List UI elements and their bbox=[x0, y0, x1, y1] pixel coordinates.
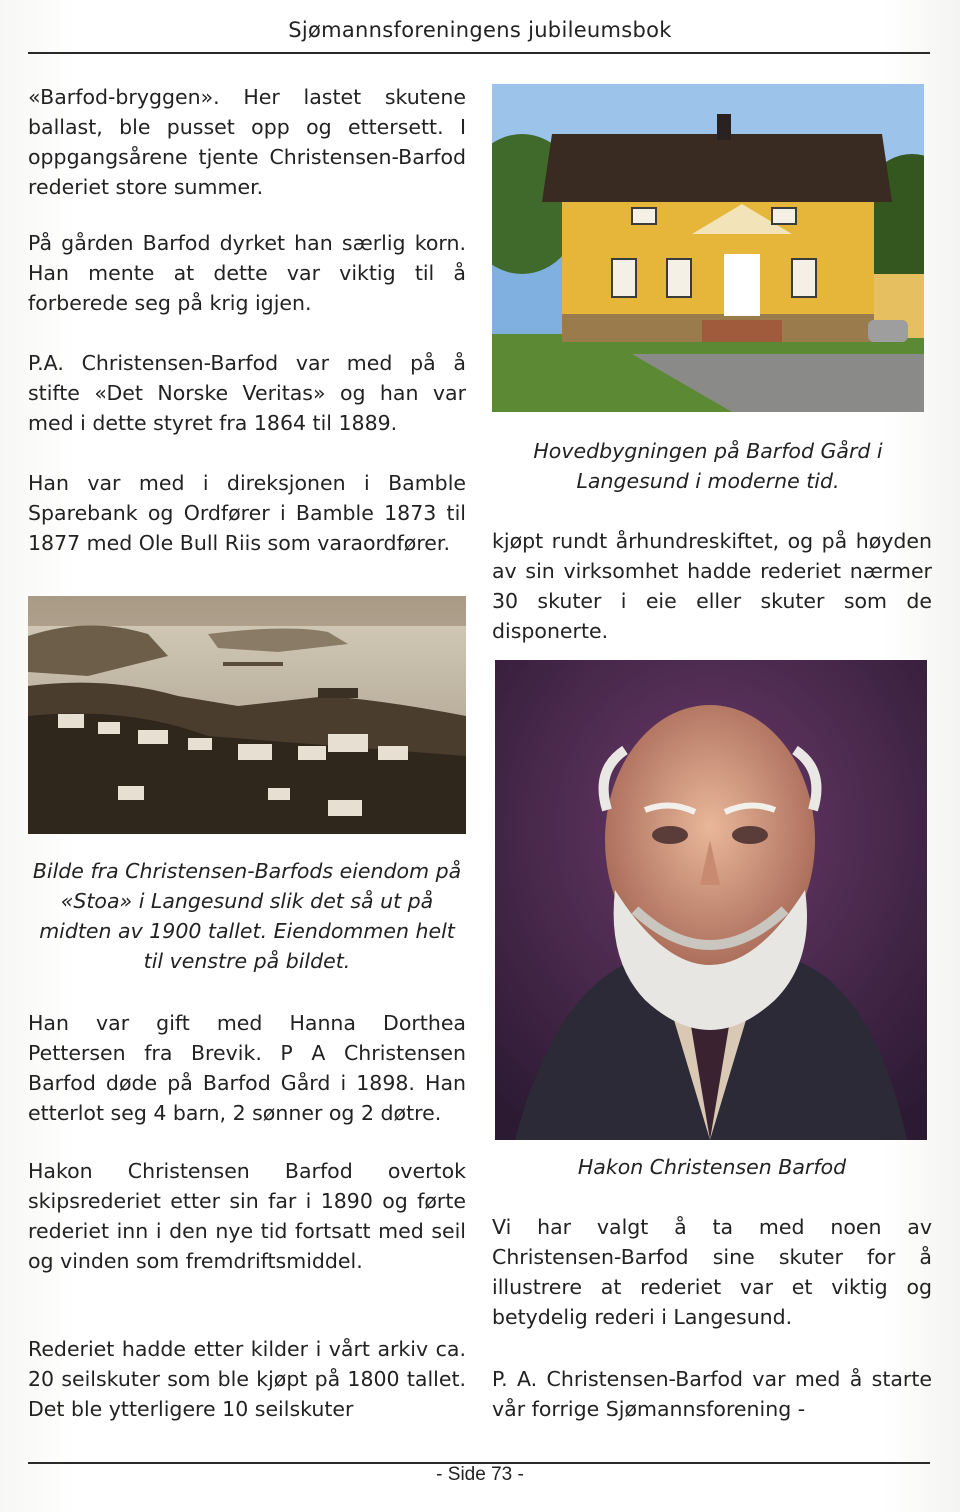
left-paragraph-6: Hakon Christensen Barfod overtok skipsrederiet etter sin far i 1890 og førte rederiet inn i den nye tid fortsatt med seil og vinden som fremdriftsmiddel. bbox=[28, 1159, 466, 1273]
right-paragraph-2: Vi har valgt å ta med noen av Christensen-Barfod sine skuter for å illustrere at rederiet var et viktig og betydelig rederi i Langesund. bbox=[492, 1215, 932, 1329]
running-header: Sjømannsforeningens jubileumsbok bbox=[288, 18, 672, 42]
left-paragraph-2: På gården Barfod dyrket han særlig korn. Han mente at dette var viktig til å forberede seg på krig igjen. bbox=[28, 231, 466, 315]
right-photo-caption-1: Hovedbygningen på Barfod Gård i Langesund i moderne tid. bbox=[533, 439, 883, 493]
left-paragraph-1: «Barfod-bryggen». Her lastet skutene ballast, ble pusset opp og ettersett. I oppgangsårene tjente Christensen-Barfod rederiet store summer. bbox=[28, 85, 466, 199]
left-paragraph-5: Han var gift med Hanna Dorthea Pettersen fra Brevik. P A Christensen Barfod døde på Barfod Gård i 1898. Han etterlot seg 4 barn, 2 sønner og 2 døtre. bbox=[28, 1011, 466, 1125]
left-paragraph-3: P.A. Christensen-Barfod var med på å stifte «Det Norske Veritas» og han var med i dette styret fra 1864 til 1889. bbox=[28, 351, 466, 435]
right-paragraph-3: P. A. Christensen-Barfod var med å starte vår forrige Sjømannsforening - bbox=[492, 1367, 932, 1421]
right-photo-caption-2: Hakon Christensen Barfod bbox=[577, 1155, 847, 1179]
right-paragraph-1: kjøpt rundt århundreskiftet, og på høyden av sin virksomhet hadde rederiet nærmer 30 skuter i eie eller skuter som de disponerte. bbox=[492, 529, 932, 643]
page-number: - Side 73 - bbox=[436, 1464, 524, 1485]
left-paragraph-7: Rederiet hadde etter kilder i vårt arkiv ca. 20 seilskuter som ble kjøpt på 1800 tallet. Det ble ytterligere 10 seilskuter bbox=[28, 1337, 466, 1421]
header-rule bbox=[28, 52, 930, 54]
portrait-painting bbox=[495, 660, 927, 1140]
harbor-photo bbox=[28, 596, 466, 834]
left-photo-caption: Bilde fra Christensen-Barfods eiendom på «Stoa» i Langesund slik det så ut på midten av 1900 tallet. Eiendommen helt til venstre på bildet. bbox=[32, 859, 462, 973]
left-paragraph-4: Han var med i direksjonen i Bamble Sparebank og Ordfører i Bamble 1873 til 1877 med Ole Bull Riis som varaordfører. bbox=[28, 471, 466, 555]
farmhouse-photo bbox=[492, 84, 924, 412]
